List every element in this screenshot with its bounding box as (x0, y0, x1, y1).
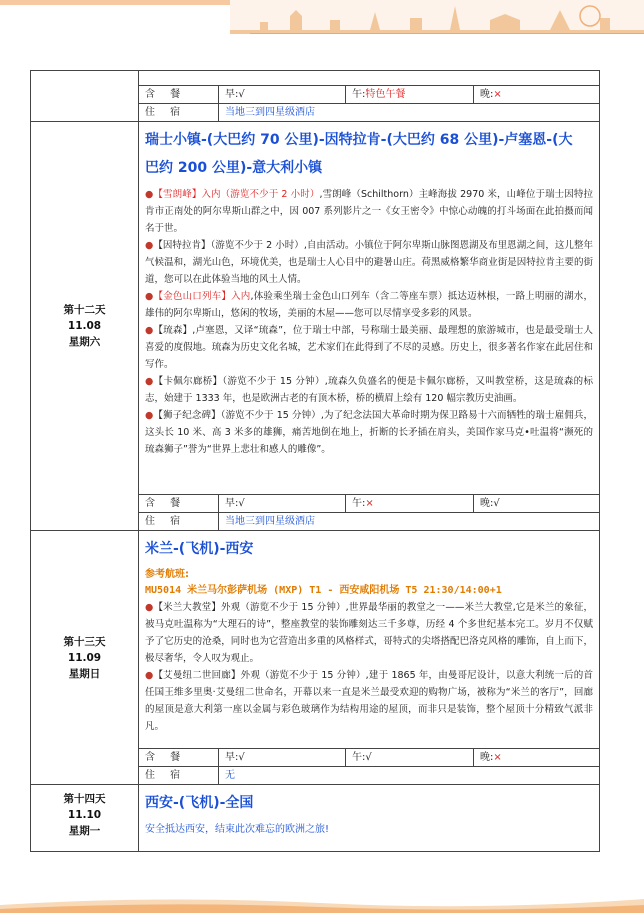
day-weekday: 星期一 (68, 825, 101, 837)
itinerary-table (30, 70, 600, 852)
day-title: 西安-(飞机)-全国 (145, 795, 254, 811)
attraction-paragraph: ●【卡佩尔廊桥】（游览不少于 15 分钟）,琉森久负盛名的便是卡佩尔廊桥，又叫教堂桥，这是琉森的标志，始建于 1333 年，也是欧洲古老的有顶木桥，桥的横眉上绘有 120 幅宗教历史油画。 (145, 376, 593, 404)
dinner-value: × (493, 89, 502, 100)
breakfast-cell: 早:√ (219, 86, 346, 103)
lunch-cell: 午:× (346, 495, 474, 512)
hotel-label: 住 宿 (139, 767, 219, 784)
attraction-paragraph: ●【金色山口列车】入内,体验乘坐瑞士金色山口列车（含二等座车票）抵达迈林根，一路上明丽的湖水，雄伟的阿尔卑斯山，悠闲的牧场，美丽的木屋——您可以尽情享受多彩的风景。 (145, 291, 593, 319)
hotel-label: 住 宿 (139, 513, 219, 530)
meals-label: 含 餐 (139, 86, 219, 103)
day-title: 米兰-(飞机)-西安 (145, 541, 254, 557)
flight-info: MU5014 米兰马尔彭萨机场 (MXP) T1 - 西安咸阳机场 T5 21:30/14:00+1 (145, 585, 502, 596)
day-date: 11.10 (67, 809, 102, 821)
page-footer-decoration (0, 891, 644, 913)
day-number: 第十三天 (63, 635, 106, 648)
day-weekday: 星期日 (68, 667, 101, 680)
hotel-label: 住 宿 (139, 104, 219, 121)
flight-ref-label: 参考航班: (145, 569, 189, 580)
meals-row (139, 86, 599, 104)
dinner-cell: 晚:× (480, 752, 502, 763)
top-block-main (139, 71, 600, 122)
day-12-content (139, 122, 600, 531)
attraction-paragraph: ●【艾曼纽二世回廊】外观（游览不少于 15 分钟）,建于 1865 年，由曼哥尼设计，以意大利统一后的首任国王维多里奥·艾曼纽二世命名，开幕以来一直是米兰最受欢迎的购物广场，被称为“米兰的客厅”，回廊的屋顶是意大利第一座以金属与彩色玻璃作为结构用途的屋顶，而非只是装饰，整个屋顶十分精致气派非凡。 (145, 670, 593, 732)
day-13-content (139, 531, 600, 785)
empty-day-cell (31, 71, 139, 122)
day-date: 11.08 (67, 320, 102, 332)
meals-label: 含 餐 (139, 749, 219, 766)
day-title: 瑞士小镇-(大巴约 70 公里)-因特拉肯-(大巴约 68 公里)-卢塞恩-(大 巴约 200 公里)-意大利小镇 (145, 132, 573, 176)
lunch-cell: 午:√ (346, 749, 474, 766)
day-weekday: 星期六 (68, 336, 101, 348)
meals-row (139, 495, 599, 513)
lunch-cell: 午:特色午餐 (346, 86, 474, 103)
day-13-row (31, 531, 600, 785)
day-12-row (31, 122, 600, 531)
attraction-paragraph: ●【雪朗峰】入内（游览不少于 2 小时）,雪朗峰（Schilthorn）主峰海拔 2970 米，山峰位于瑞士因特拉肯市正南处的阿尔卑斯山群之中，因 007 系列影片之一《女王密令》中惊心动魄的打斗场面在此拍摄而闻名于世。 (145, 189, 594, 234)
closing-text: 安全抵达西安，结束此次难忘的欧洲之旅! (145, 824, 330, 835)
attraction-paragraph: ●【狮子纪念碑】（游览不少于 15 分钟）,为了纪念法国大革命时期为保卫路易十六而牺牲的瑞士雇佣兵，这头长 10 米、高 3 米多的雄狮，痛苦地倒在地上，折断的长矛插在肩头，美国作家马克•吐温将“濒死的琉森狮子”誉为“世界上悲壮和感人的雕像”。 (145, 410, 593, 455)
day-number: 第十四天 (63, 793, 106, 805)
attraction-paragraph: ●【琉森】,卢塞恩，又译“琉森”，位于瑞士中部，号称瑞士最美丽、最理想的旅游城市，也是最受瑞士人喜爱的度假地。琉森为历史文化名城，艺术家们在此得到了不尽的灵感。历史上，很多著名作家在此居住和写作。 (145, 325, 593, 370)
day-13-label-cell (31, 531, 139, 785)
dinner-cell: 晚:× (480, 89, 502, 100)
meals-label: 含 餐 (139, 495, 219, 512)
breakfast-cell: 早:√ (219, 495, 346, 512)
hotel-value: 当地三到四星级酒店 (225, 107, 315, 118)
hotel-value: 无 (225, 770, 235, 781)
day-14-content (139, 785, 600, 852)
hotel-row (139, 513, 599, 530)
page-header-banner (0, 0, 644, 36)
city-skyline-decoration (230, 0, 644, 34)
day-date: 11.09 (67, 651, 102, 664)
dinner-cell: 晚:√ (480, 498, 500, 509)
lunch-value: 特色午餐 (365, 89, 406, 100)
breakfast-cell: 早:√ (219, 749, 346, 766)
attraction-paragraph: ●【因特拉肯】（游览不少于 2 小时）,自由活动。小镇位于阿尔卑斯山脉图恩湖及布里恩湖之间，这儿整年气候温和，湖光山色，环境优美，也是瑞士人心目中的避暑山庄。荷黑威格繁华商业街是因特拉肯主要的街道，您可以在此体验当地的风土人情。 (145, 240, 593, 285)
hotel-row (139, 767, 599, 784)
top-continuation-row (31, 71, 600, 122)
hotel-value: 当地三到四星级酒店 (225, 516, 315, 527)
day-number: 第十二天 (63, 304, 106, 316)
meals-row (139, 749, 599, 767)
attraction-paragraph: ●【米兰大教堂】外观（游览不少于 15 分钟）,世界最华丽的教堂之一——米兰大教堂,它是米兰的象征，被马克吐温称为“大理石的诗”，整座教堂的装饰雕刻达三千多尊，历经 4 个多世纪基本完工。岁月不仅赋予了它历史的沧桑，同时也为它营造出多重的风格样式，哥特式的尖塔搭配巴洛克风格的雕饰，自上而下，极尽奢华，令人叹为观止。 (145, 602, 593, 664)
day-14-row (31, 785, 600, 852)
day-14-label-cell (31, 785, 139, 852)
hotel-row (139, 104, 599, 121)
footer-wave (0, 891, 644, 913)
breakfast-value: √ (238, 89, 245, 100)
day-12-label-cell (31, 122, 139, 531)
